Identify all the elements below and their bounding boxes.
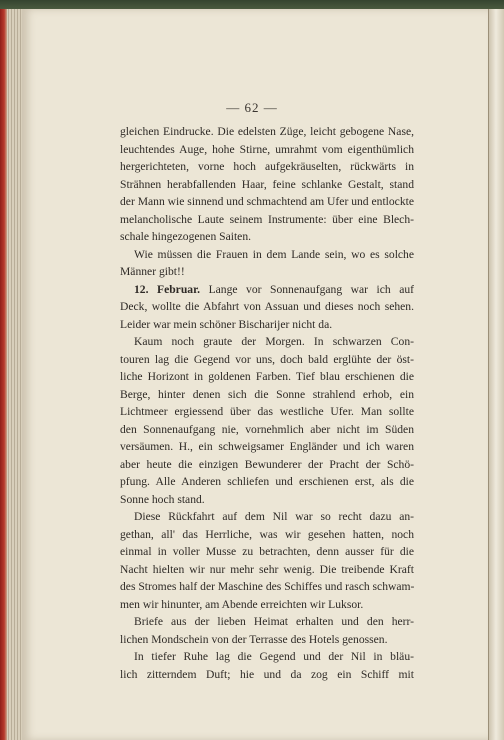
text-line bbox=[120, 141, 414, 159]
text-line-content: Briefe aus der lieben Heimat erhalten und den herr- bbox=[134, 615, 414, 628]
text-line-content: melancholische Laute seinem Instrumente: über eine Blech- bbox=[120, 212, 414, 226]
text-line-content: einmal in voller Musse zu betrachten, denn ausser für die bbox=[120, 545, 414, 558]
text-line-content: hergerichteten, vorne hoch aufgekräuselten, rückwärts in bbox=[120, 160, 414, 173]
text-line bbox=[120, 473, 414, 491]
text-line bbox=[120, 316, 414, 334]
text-line bbox=[120, 351, 414, 369]
gutter-line bbox=[488, 9, 489, 740]
red-page-edge bbox=[0, 9, 7, 740]
text-line bbox=[120, 403, 414, 421]
text-line-content: Diese Rückfahrt auf dem Nil war so recht dazu an- bbox=[134, 510, 414, 523]
text-line-content: lichen Mondschein von der Terrasse des Hotels genossen. bbox=[120, 632, 388, 646]
text-line-content: aber heute die einzigen Bewunderer der Pracht der Schö- bbox=[120, 457, 414, 471]
text-line-content: In tiefer Ruhe lag die Gegend und der Nil in bläu- bbox=[134, 650, 414, 663]
text-line bbox=[120, 543, 414, 561]
text-line bbox=[120, 491, 414, 509]
text-line bbox=[120, 456, 414, 474]
text-line bbox=[120, 176, 414, 194]
text-line bbox=[120, 648, 414, 666]
text-line-content: liche Horizont in goldenen Farben. Tief blau erschienen die bbox=[120, 370, 414, 383]
text-line-content: gleichen Eindrucke. Die edelsten Züge, leicht gebogene Nase, bbox=[120, 125, 414, 138]
text-line bbox=[120, 578, 414, 596]
text-line bbox=[120, 386, 414, 404]
text-line bbox=[120, 123, 414, 141]
text-line-content: pfung. Alle Anderen schliefen und erschienen erst, als die bbox=[120, 475, 414, 488]
text-line bbox=[120, 666, 414, 684]
date-heading: 12. Februar. bbox=[134, 282, 201, 296]
text-line bbox=[120, 596, 414, 614]
text-line-content: Berge, hinter denen sich die Sonne strahlend erhob, ein bbox=[120, 387, 414, 401]
text-line bbox=[120, 281, 414, 299]
text-line bbox=[120, 298, 414, 316]
text-line-content: Lange vor Sonnenaufgang war ich auf bbox=[208, 282, 414, 296]
text-line-content: des Stromes half der Maschine des Schiffes und rasch schwam- bbox=[120, 580, 415, 593]
text-line bbox=[120, 211, 414, 229]
text-line bbox=[120, 193, 414, 211]
text-line bbox=[120, 263, 414, 281]
text-line bbox=[120, 333, 414, 351]
text-line-content: touren lag die Gegend vor uns, doch bald erglühte der öst- bbox=[120, 352, 414, 366]
text-line-content: Deck, wollte die Abfahrt von Assuan und dieses noch sehen. bbox=[120, 300, 414, 313]
text-line bbox=[120, 368, 414, 386]
text-line-content: gethan, all' das Herrliche, was wir gesehen hatten, noch bbox=[120, 527, 414, 541]
text-line bbox=[120, 421, 414, 439]
text-line bbox=[120, 526, 414, 544]
text-line bbox=[120, 158, 414, 176]
text-line-content: Wie müssen die Frauen in dem Lande sein, wo es solche bbox=[134, 247, 414, 261]
text-line bbox=[120, 561, 414, 579]
text-line-content: versäumen. H., ein schweigsamer Engländer und ich waren bbox=[120, 440, 414, 453]
text-line-content: den Sonnenaufgang nie, vornehmlich aber nicht im Süden bbox=[120, 422, 414, 436]
text-line bbox=[120, 508, 414, 526]
text-line-content: der Mann wie sinnend und schmachtend am Ufer und entlockte bbox=[120, 195, 414, 208]
text-line bbox=[120, 228, 414, 246]
text-line bbox=[120, 631, 414, 649]
text-line-content: Kaum noch graute der Morgen. In schwarzen Con- bbox=[134, 335, 414, 348]
text-line-content: lich zitterndem Duft; hie und da zog ein Schiff mit bbox=[120, 667, 414, 681]
text-line-content: Nacht hielten wir nur mehr sehr wenig. Die treibende Kraft bbox=[120, 562, 414, 576]
text-line-content: men wir hinunter, am Abende erreichten wir Luksor. bbox=[120, 597, 364, 611]
text-line-content: Sonne hoch stand. bbox=[120, 492, 205, 506]
body-text bbox=[120, 123, 414, 683]
text-line-content: Männer gibt!! bbox=[120, 265, 185, 278]
text-line bbox=[120, 246, 414, 264]
book-binding bbox=[0, 0, 504, 9]
text-line-content: Strähnen herabfallenden Haar, feine schlanke Gestalt, stand bbox=[120, 177, 414, 191]
text-line bbox=[120, 613, 414, 631]
text-line-content: schale hingezogenen Saiten. bbox=[120, 230, 252, 243]
text-line bbox=[120, 438, 414, 456]
text-line-content: leuchtendes Auge, hohe Stirne, umrahmt vom eigenthümlich bbox=[120, 142, 414, 156]
text-line-content: Leider war mein schöner Bischarijer nicht da. bbox=[120, 317, 333, 331]
text-line-content: Lichtmeer ergiessend über das westliche Ufer. Man sollte bbox=[120, 405, 414, 418]
page-gutter bbox=[488, 9, 504, 740]
page-number: — 62 — bbox=[226, 100, 278, 115]
